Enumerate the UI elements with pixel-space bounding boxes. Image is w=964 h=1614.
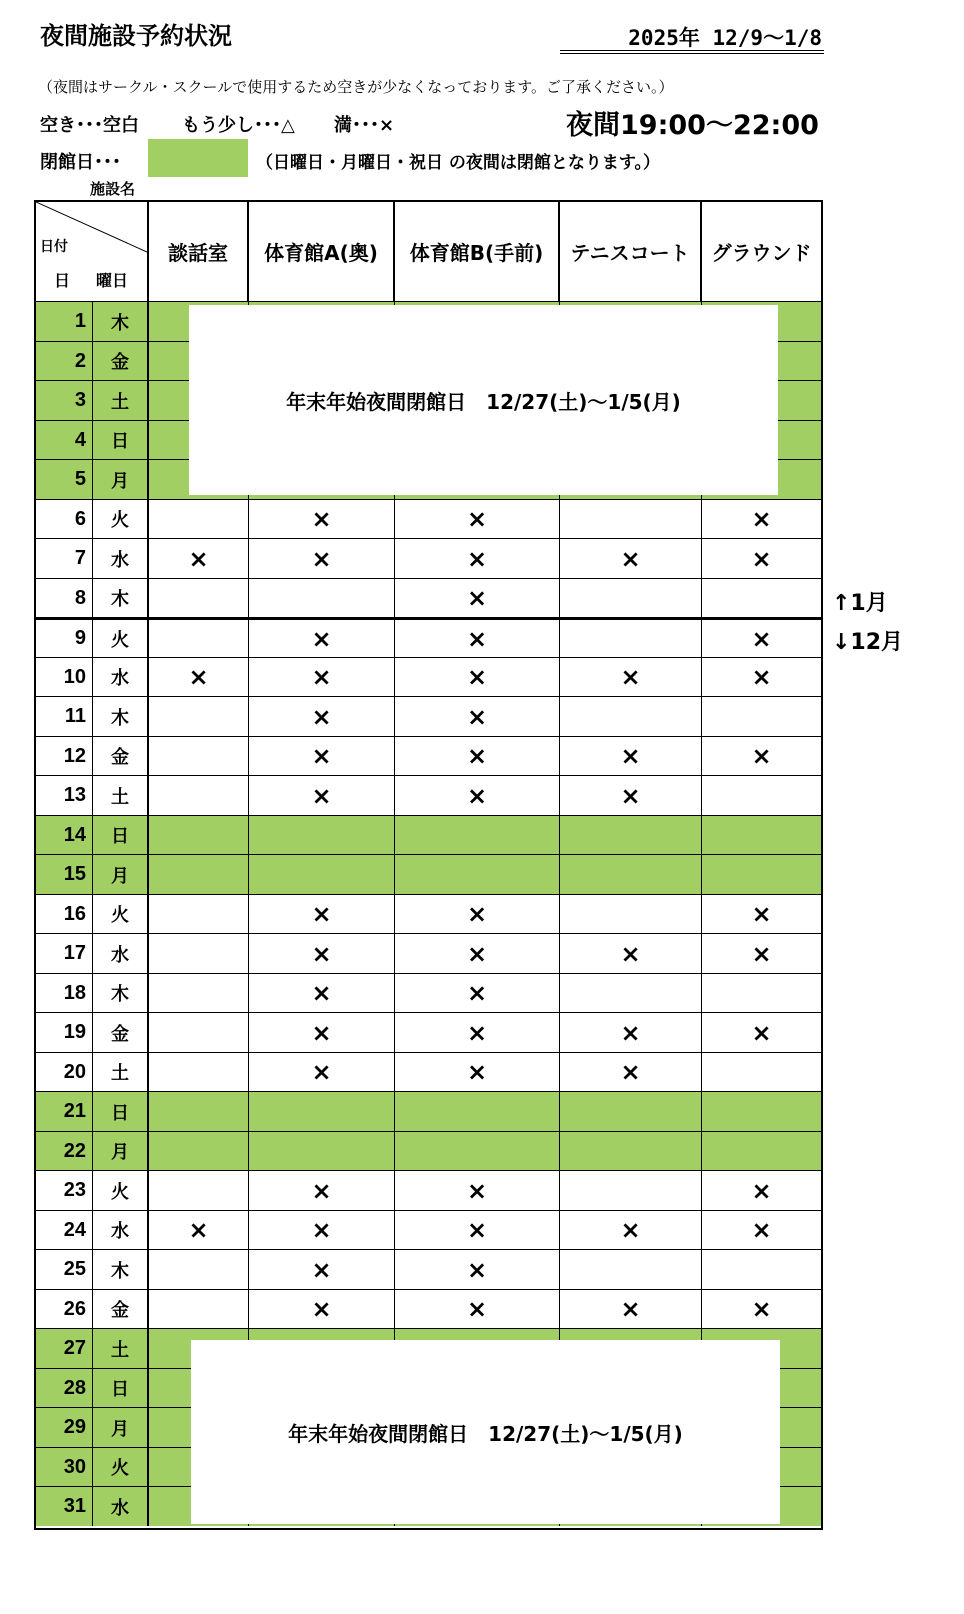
weekday-column-header: 曜日 xyxy=(96,271,129,290)
weekday-cell: 火 xyxy=(93,1171,149,1210)
month-marker-january: ↑1月 xyxy=(832,591,888,616)
status-cell-gym-a: × xyxy=(249,1053,395,1092)
weekday-cell: 水 xyxy=(93,934,149,973)
table-row xyxy=(36,538,821,578)
day-cell: 8 xyxy=(36,579,93,618)
table-row xyxy=(36,815,821,855)
status-cell-gym-a: × xyxy=(249,620,395,657)
status-cell-lounge xyxy=(149,1250,249,1289)
status-cell-ground: × xyxy=(751,1216,772,1244)
day-cell: 14 xyxy=(36,816,93,855)
status-cell-tennis xyxy=(560,816,702,855)
day-cell: 18 xyxy=(36,974,93,1013)
period-underline xyxy=(560,50,824,51)
status-cell-lounge xyxy=(149,697,249,736)
status-cell-tennis xyxy=(560,974,702,1013)
weekday-cell: 火 xyxy=(93,895,149,934)
table-row xyxy=(36,736,821,776)
weekday-cell: 月 xyxy=(93,1408,149,1447)
weekday-cell: 金 xyxy=(93,1290,149,1329)
legend-full: 満･･･× xyxy=(334,115,395,136)
status-cell-gym-a: × xyxy=(249,1250,395,1289)
status-cell-lounge xyxy=(149,895,249,934)
status-cell-gym-b xyxy=(395,855,560,894)
weekday-cell: 火 xyxy=(93,1448,149,1487)
status-cell-gym-b: × xyxy=(395,539,560,578)
table-row xyxy=(36,499,821,539)
status-cell-lounge: × xyxy=(149,1211,249,1250)
day-cell: 13 xyxy=(36,776,93,815)
weekday-cell: 日 xyxy=(93,1369,149,1408)
status-cell-gym-a xyxy=(249,579,395,618)
weekday-cell: 木 xyxy=(93,579,149,618)
status-cell-ground xyxy=(702,816,821,855)
day-cell: 7 xyxy=(36,539,93,578)
day-cell: 23 xyxy=(36,1171,93,1210)
status-cell-gym-b: × xyxy=(395,1053,560,1092)
table-row xyxy=(36,1249,821,1289)
day-column-header: 日 xyxy=(54,271,71,290)
status-cell-ground: × xyxy=(751,1295,772,1323)
status-cell-gym-a: × xyxy=(249,776,395,815)
status-cell-gym-a: × xyxy=(249,737,395,776)
table-row xyxy=(36,1091,821,1131)
status-cell-gym-b xyxy=(395,1132,560,1171)
status-cell-gym-a: × xyxy=(249,697,395,736)
day-cell: 27 xyxy=(36,1329,93,1368)
status-cell-tennis xyxy=(560,1171,702,1210)
status-cell-gym-b: × xyxy=(395,974,560,1013)
status-cell-gym-b: × xyxy=(395,1250,560,1289)
table-row xyxy=(36,1289,821,1329)
day-cell: 9 xyxy=(36,620,93,657)
status-cell-lounge: × xyxy=(149,539,249,578)
status-cell-ground: × xyxy=(751,900,772,928)
table-row xyxy=(36,1052,821,1092)
status-cell-gym-b xyxy=(395,816,560,855)
period-range: 2025年 12/9～1/8 xyxy=(628,26,822,50)
day-cell: 12 xyxy=(36,737,93,776)
status-cell-tennis: × xyxy=(560,539,702,578)
day-cell: 2 xyxy=(36,342,93,381)
status-cell-tennis: × xyxy=(560,1211,702,1250)
day-cell: 25 xyxy=(36,1250,93,1289)
table-row xyxy=(36,933,821,973)
day-cell: 28 xyxy=(36,1369,93,1408)
weekday-cell: 日 xyxy=(93,421,149,460)
weekday-cell: 火 xyxy=(93,500,149,539)
weekday-cell: 月 xyxy=(93,460,149,499)
status-cell-tennis: × xyxy=(560,1053,702,1092)
table-row xyxy=(36,1131,821,1171)
status-cell-lounge xyxy=(149,974,249,1013)
weekday-cell: 金 xyxy=(93,1013,149,1052)
table-row xyxy=(36,696,821,736)
status-cell-ground xyxy=(702,579,821,618)
day-cell: 15 xyxy=(36,855,93,894)
status-cell-tennis xyxy=(560,855,702,894)
day-cell: 10 xyxy=(36,658,93,697)
status-cell-lounge xyxy=(149,1132,249,1171)
weekday-cell: 木 xyxy=(93,697,149,736)
weekday-cell: 土 xyxy=(93,1053,149,1092)
facility-header-ground: グラウンド xyxy=(711,241,812,265)
status-cell-ground xyxy=(702,1053,821,1092)
weekday-cell: 土 xyxy=(93,381,149,420)
status-cell-lounge xyxy=(149,934,249,973)
status-cell-gym-a: × xyxy=(249,1171,395,1210)
weekday-cell: 土 xyxy=(93,1329,149,1368)
facility-header-gym-b: 体育館B(手前) xyxy=(395,202,560,301)
status-cell-ground xyxy=(702,1092,821,1131)
day-cell: 20 xyxy=(36,1053,93,1092)
status-cell-gym-a: × xyxy=(249,1013,395,1052)
status-cell-ground xyxy=(702,697,821,736)
status-cell-tennis: × xyxy=(560,737,702,776)
day-cell: 31 xyxy=(36,1487,93,1526)
status-cell-lounge xyxy=(149,816,249,855)
status-cell-gym-b: × xyxy=(395,895,560,934)
status-cell-gym-b: × xyxy=(395,1211,560,1250)
corner-cell xyxy=(36,202,149,301)
usage-note: （夜間はサークル・スクールで使用するため空きが少なくなっております。ご了承ください。） xyxy=(38,78,674,96)
table-row xyxy=(36,1210,821,1250)
table-row xyxy=(36,657,821,697)
day-cell: 29 xyxy=(36,1408,93,1447)
status-cell-tennis: × xyxy=(560,934,702,973)
status-cell-gym-b: × xyxy=(395,1290,560,1329)
table-row xyxy=(36,578,821,618)
status-cell-ground: × xyxy=(751,1018,772,1047)
day-cell: 24 xyxy=(36,1211,93,1250)
day-cell: 21 xyxy=(36,1092,93,1131)
weekday-cell: 木 xyxy=(93,974,149,1013)
status-cell-gym-b xyxy=(395,1092,560,1131)
table-row xyxy=(36,973,821,1013)
weekday-cell: 日 xyxy=(93,1092,149,1131)
status-cell-gym-a: × xyxy=(249,1211,395,1250)
status-cell-ground: × xyxy=(751,1176,772,1205)
status-cell-gym-a: × xyxy=(249,895,395,934)
status-cell-gym-b: × xyxy=(395,658,560,697)
status-cell-gym-a: × xyxy=(249,658,395,697)
day-cell: 19 xyxy=(36,1013,93,1052)
closed-day-swatch xyxy=(148,139,248,177)
facility-header-gym-a: 体育館A(奥) xyxy=(249,202,395,301)
status-cell-gym-a: × xyxy=(249,1290,395,1329)
weekday-cell: 金 xyxy=(93,342,149,381)
status-cell-lounge xyxy=(149,737,249,776)
status-cell-lounge xyxy=(149,500,249,539)
status-cell-tennis xyxy=(560,620,702,657)
month-marker-december: ↓12月 xyxy=(832,630,904,655)
status-cell-gym-b: × xyxy=(395,737,560,776)
status-cell-lounge xyxy=(149,1290,249,1329)
weekday-cell: 月 xyxy=(93,855,149,894)
status-cell-tennis xyxy=(560,895,702,934)
reservation-table xyxy=(34,200,823,1530)
status-cell-ground: × xyxy=(751,505,772,533)
day-cell: 26 xyxy=(36,1290,93,1329)
status-cell-gym-a xyxy=(249,855,395,894)
status-cell-ground: × xyxy=(751,544,772,573)
status-cell-tennis: × xyxy=(560,1290,702,1329)
facility-caption: 施設名 xyxy=(90,180,136,198)
status-cell-gym-b: × xyxy=(395,579,560,618)
status-cell-tennis: × xyxy=(560,1013,702,1052)
table-row xyxy=(36,854,821,894)
legend-few: もう少し･･･△ xyxy=(182,115,295,136)
status-cell-ground xyxy=(702,1250,821,1289)
night-hours: 夜間19:00～22:00 xyxy=(566,110,819,141)
status-cell-tennis xyxy=(560,697,702,736)
day-cell: 16 xyxy=(36,895,93,934)
status-cell-tennis xyxy=(560,1250,702,1289)
status-cell-lounge xyxy=(149,1053,249,1092)
status-cell-gym-a xyxy=(249,1092,395,1131)
weekday-cell: 木 xyxy=(93,302,149,341)
corner-date-label: 日付 xyxy=(40,239,68,255)
weekday-cell: 土 xyxy=(93,776,149,815)
status-cell-tennis xyxy=(560,1092,702,1131)
status-cell-lounge xyxy=(149,620,249,657)
weekday-cell: 金 xyxy=(93,737,149,776)
status-cell-ground: × xyxy=(751,939,772,968)
status-cell-lounge xyxy=(149,855,249,894)
status-cell-gym-a xyxy=(249,816,395,855)
table-row xyxy=(36,894,821,934)
table-row xyxy=(36,775,821,815)
status-cell-gym-a: × xyxy=(249,539,395,578)
status-cell-lounge xyxy=(149,579,249,618)
holiday-notice-bottom: 年末年始夜間閉館日 12/27(土)～1/5(月) xyxy=(191,1340,780,1524)
status-cell-gym-b: × xyxy=(395,697,560,736)
page-title: 夜間施設予約状況 xyxy=(40,22,232,50)
day-cell: 4 xyxy=(36,421,93,460)
status-cell-gym-b: × xyxy=(395,620,560,657)
status-cell-gym-b: × xyxy=(395,1171,560,1210)
status-cell-tennis: × xyxy=(560,776,702,815)
weekday-cell: 水 xyxy=(93,1211,149,1250)
status-cell-gym-a: × xyxy=(249,934,395,973)
table-row xyxy=(36,617,821,657)
weekday-cell: 日 xyxy=(93,816,149,855)
status-cell-ground xyxy=(702,974,821,1013)
status-cell-lounge xyxy=(149,1171,249,1210)
status-cell-ground xyxy=(702,1132,821,1171)
weekday-cell: 水 xyxy=(93,658,149,697)
day-cell: 6 xyxy=(36,500,93,539)
status-cell-gym-a xyxy=(249,1132,395,1171)
facility-header-lounge: 談話室 xyxy=(149,202,249,301)
status-cell-ground: × xyxy=(751,742,772,770)
status-cell-ground xyxy=(702,855,821,894)
status-cell-tennis xyxy=(560,500,702,539)
weekday-cell: 木 xyxy=(93,1250,149,1289)
weekday-cell: 水 xyxy=(93,539,149,578)
status-cell-lounge xyxy=(149,776,249,815)
weekday-cell: 水 xyxy=(93,1487,149,1526)
weekday-cell: 火 xyxy=(93,620,149,657)
status-cell-lounge xyxy=(149,1013,249,1052)
legend-vacant: 空き･･･空白 xyxy=(40,115,139,136)
holiday-notice-top: 年末年始夜間閉館日 12/27(土)～1/5(月) xyxy=(189,305,778,495)
day-cell: 22 xyxy=(36,1132,93,1171)
status-cell-ground xyxy=(702,776,821,815)
closed-day-note: （日曜日・月曜日・祝日 の夜間は閉館となります。） xyxy=(256,153,661,173)
closed-day-label: 閉館日･･･ xyxy=(40,152,121,173)
status-cell-gym-b: × xyxy=(395,934,560,973)
period-underline-double xyxy=(560,53,824,54)
status-cell-gym-b: × xyxy=(395,1013,560,1052)
status-cell-tennis xyxy=(560,1132,702,1171)
day-cell: 11 xyxy=(36,697,93,736)
status-cell-tennis xyxy=(560,579,702,618)
day-cell: 30 xyxy=(36,1448,93,1487)
status-cell-gym-b: × xyxy=(395,776,560,815)
weekday-cell: 月 xyxy=(93,1132,149,1171)
day-cell: 3 xyxy=(36,381,93,420)
status-cell-lounge xyxy=(149,1092,249,1131)
table-row xyxy=(36,1012,821,1052)
status-cell-ground: × xyxy=(751,624,772,653)
day-cell: 1 xyxy=(36,302,93,341)
status-cell-gym-a: × xyxy=(249,500,395,539)
status-cell-gym-a: × xyxy=(249,974,395,1013)
status-cell-ground: × xyxy=(751,663,772,691)
status-cell-gym-b: × xyxy=(395,500,560,539)
table-row xyxy=(36,1170,821,1210)
day-cell: 17 xyxy=(36,934,93,973)
status-cell-lounge: × xyxy=(149,658,249,697)
status-cell-tennis: × xyxy=(560,658,702,697)
day-cell: 5 xyxy=(36,460,93,499)
facility-header-tennis: テニスコート xyxy=(560,202,702,301)
